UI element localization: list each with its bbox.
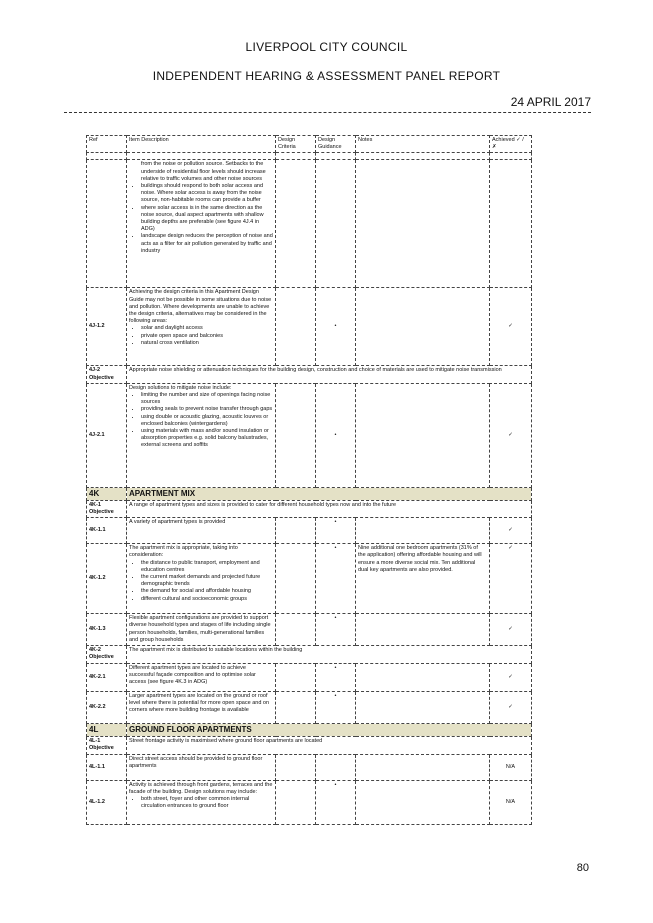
cell-text: Achieving the design criteria in this Apartment Design Guide may not be possible in some situations due to noise and pollution. Where developments are unable to achieve the design criteria, alternatives may be considered in the following areas: xyxy=(129,289,272,325)
achieved-mark: N/A xyxy=(490,754,532,780)
header-rule xyxy=(64,112,591,113)
compliance-table xyxy=(86,135,532,825)
section-title: APARTMENT MIX xyxy=(127,487,532,500)
achieved-mark: ✓ xyxy=(490,383,532,487)
col-header: Notes xyxy=(356,136,490,153)
ref-cell: 4L-1.2 xyxy=(87,780,127,824)
table-row xyxy=(87,500,532,517)
table-row xyxy=(87,383,532,487)
ref-cell: 4K-1.1 xyxy=(87,518,127,544)
cell-text: Flexible apartment configurations are provided to support diverse household types and stages of life including single person households, families, multi-generational families and group households xyxy=(127,614,276,646)
table-row xyxy=(87,366,532,383)
table-row xyxy=(87,288,532,366)
report-date: 24 APRIL 2017 xyxy=(510,95,591,109)
ref-cell: 4J-2 Objective xyxy=(87,366,127,383)
list-item: • different cultural and socioeconomic groups xyxy=(141,596,273,603)
section-header-row xyxy=(87,723,532,736)
cell-text: Design solutions to mitigate noise include: xyxy=(129,384,232,391)
objective-text: Street frontage activity is maximised where ground floor apartments are located xyxy=(127,736,532,754)
list-item: • the current market demands and projected future demographic trends xyxy=(141,574,273,588)
section-header-row xyxy=(87,487,532,500)
list-item: • private open space and balconies xyxy=(141,333,273,340)
achieved-mark: ✓ xyxy=(490,663,532,691)
cell-text: Different apartment types are located to achieve successful façade composition and to optimise solar access (see figure 4K.3 in ADG) xyxy=(127,663,276,691)
list-item: • the demand for social and affordable housing xyxy=(141,588,273,595)
cell-text: Activity is achieved through front gardens, terraces and the facade of the building. Design solutions may include: xyxy=(129,781,273,795)
table-row xyxy=(87,160,532,288)
section-ref: 4L xyxy=(87,723,127,736)
table-row xyxy=(87,780,532,824)
ref-cell: 4L-1.1 xyxy=(87,754,127,780)
list-item: • limiting the number and size of openings facing noise sources xyxy=(141,392,273,406)
achieved-mark: ✓ xyxy=(490,288,532,366)
list-item: • landscape design reduces the perception of noise and acts as a filter for air pollution generated by traffic and industry xyxy=(141,233,273,255)
objective-text: Appropriate noise shielding or attenuation techniques for the building design, construction and choice of materials are used to mitigate noise transmission xyxy=(127,366,532,383)
list-item: • natural cross ventilation xyxy=(141,340,273,347)
org-title: LIVERPOOL CITY COUNCIL xyxy=(245,40,408,54)
list-item: • using materials with mass and/or sound insulation or absorption properties e.g. solid balcony balustrades, external screens and soffits xyxy=(141,428,273,450)
ref-cell: 4L-1 Objective xyxy=(87,736,127,754)
achieved-mark: N/A xyxy=(490,780,532,824)
table-row xyxy=(87,663,532,691)
table-row xyxy=(87,518,532,544)
cell-text: A variety of apartment types is provided xyxy=(127,518,276,544)
ref-cell: 4K-1.2 xyxy=(87,544,127,614)
notes-text: Nine additional one bedroom apartments (31% of the application) offering affordable housing and will ensure a more diverse social mix. Ten additional dual key apartments are also provided. xyxy=(356,544,490,614)
section-title: GROUND FLOOR APARTMENTS xyxy=(127,723,532,736)
table-header-row xyxy=(87,136,532,153)
ref-cell: 4J-1.2 xyxy=(87,288,127,366)
ref-cell: 4K-2.2 xyxy=(87,691,127,723)
ref-cell: 4K-1.3 xyxy=(87,614,127,646)
guidance-dot: • xyxy=(316,691,356,723)
ref-cell: 4K-2.1 xyxy=(87,663,127,691)
cell-text: Direct street access should be provided to ground floor apartments xyxy=(127,754,276,780)
list-item: • where solar access is in the same direction as the noise source, dual aspect apartments with shallow building depths are preferable (see figure 4J.4 in ADG) xyxy=(141,205,273,234)
guidance-dot: • xyxy=(316,663,356,691)
objective-text: A range of apartment types and sizes is provided to cater for different household types now and into the future xyxy=(127,500,532,517)
guidance-dot: • xyxy=(316,614,356,646)
ref-cell: 4K-1 Objective xyxy=(87,500,127,517)
list-item: • using double or acoustic glazing, acoustic louvres or enclosed balconies (wintergardens) xyxy=(141,414,273,428)
table-row xyxy=(87,544,532,614)
table-row xyxy=(87,614,532,646)
col-header: Design Criteria xyxy=(276,136,316,153)
spacer-row xyxy=(87,153,532,160)
guidance-dot: • xyxy=(316,518,356,544)
cell-text: Larger apartment types are located on the ground or roof level where there is potential for more open space and on corners where more building frontage is available xyxy=(127,691,276,723)
objective-text: The apartment mix is distributed to suitable locations within the building xyxy=(127,646,532,663)
achieved-mark: ✓ xyxy=(490,614,532,646)
table-row xyxy=(87,736,532,754)
list-item: • buildings should respond to both solar access and noise. Where solar access is away from the noise source, non-habitable rooms can provide a buffer xyxy=(141,183,273,205)
col-header: Ref xyxy=(87,136,127,153)
table-row xyxy=(87,691,532,723)
guidance-dot: • xyxy=(316,288,356,366)
page-number: 80 xyxy=(576,862,589,874)
col-header: Item Description xyxy=(127,136,276,153)
list-item: • both street, foyer and other common internal circulation entrances to ground floor xyxy=(141,796,273,810)
report-title: INDEPENDENT HEARING & ASSESSMENT PANEL REPORT xyxy=(152,69,501,83)
section-ref: 4K xyxy=(87,487,127,500)
list-item: • the distance to public transport, employment and education centres xyxy=(141,560,273,574)
col-header: Design Guidance xyxy=(316,136,356,153)
list-item: • providing seals to prevent noise transfer through gaps xyxy=(141,406,273,413)
table-row xyxy=(87,754,532,780)
achieved-mark: ✓ xyxy=(490,691,532,723)
cell-text: from the noise or pollution source. Setbacks to the underside of residential floor levels should increase relative to traffic volumes and other noise sources xyxy=(141,161,266,182)
ref-cell: 4J-2.1 xyxy=(87,383,127,487)
cell-text: The apartment mix is appropriate, taking into consideration: xyxy=(129,545,238,559)
guidance-dot: • xyxy=(316,544,356,614)
list-item: • solar and daylight access xyxy=(141,325,273,332)
ref-cell: 4K-2 Objective xyxy=(87,646,127,663)
table-row xyxy=(87,646,532,663)
achieved-mark: ✓ xyxy=(490,518,532,544)
guidance-dot: • xyxy=(316,780,356,824)
col-header: Achieved ✓ / ✗ xyxy=(490,136,532,153)
guidance-dot: • xyxy=(316,383,356,487)
achieved-mark: ✓ xyxy=(490,544,532,614)
